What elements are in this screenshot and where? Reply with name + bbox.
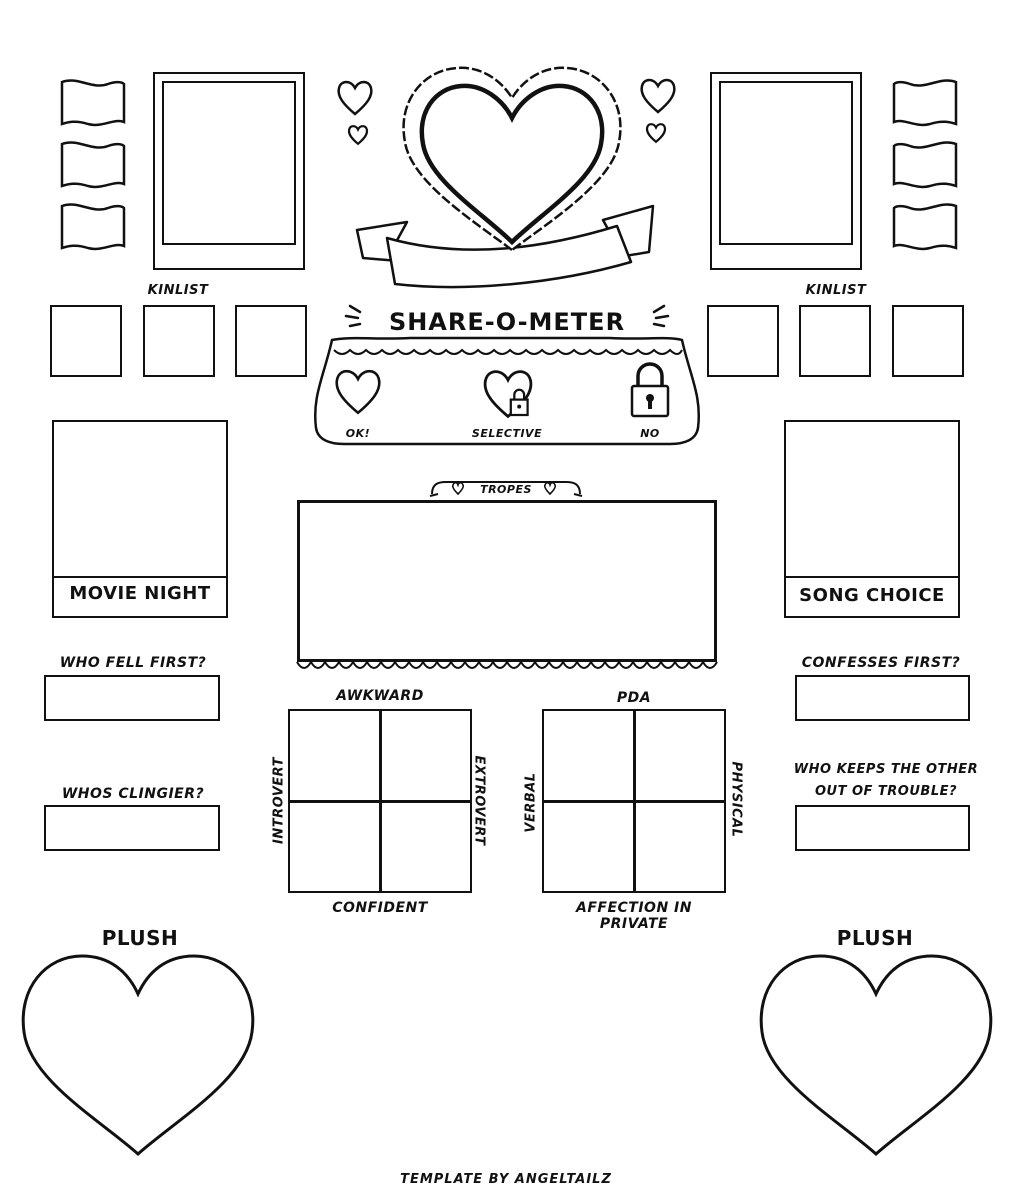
plush-heart-right[interactable] (758, 950, 994, 1160)
tropes-label: TROPES (480, 483, 532, 496)
heart-icon-small-4 (645, 122, 667, 144)
plush-right-label: PLUSH (836, 926, 914, 950)
tropes-box[interactable] (297, 500, 717, 662)
movie-night-label: MOVIE NIGHT (69, 583, 211, 604)
kinlist-slot-right-1[interactable] (707, 305, 779, 377)
photo-frame-right[interactable] (710, 72, 862, 270)
whos-clingier-field[interactable] (44, 805, 220, 851)
flag-left-3 (58, 202, 128, 254)
heart-lock-icon (478, 366, 538, 422)
grid1-left-label: INTROVERT (271, 757, 287, 844)
grid2-right-label: PHYSICAL (728, 761, 744, 838)
kinlist-slot-left-2[interactable] (143, 305, 215, 377)
footer-credit: TEMPLATE BY ANGELTAILZ (400, 1172, 612, 1187)
kinlist-slot-right-2[interactable] (799, 305, 871, 377)
kinlist-label-right: KINLIST (805, 283, 867, 298)
share-meter-title: SHARE-O-METER (388, 308, 626, 336)
grid1-right-label: EXTROVERT (471, 755, 487, 846)
grid2-horizontal-axis (544, 800, 724, 803)
grid2-top-label: PDA (616, 690, 652, 706)
confesses-first-label: CONFESSES FIRST? (801, 655, 961, 671)
grid2-left-label: VERBAL (523, 772, 539, 833)
who-fell-first-field[interactable] (44, 675, 220, 721)
grid1-chart[interactable] (288, 709, 472, 893)
kinlist-label-left: KINLIST (147, 283, 209, 298)
whos-clingier-label: WHOS CLINGIER? (61, 786, 205, 802)
keeps-out-of-trouble-label-2: OUT OF TROUBLE? (814, 784, 958, 799)
keeps-out-of-trouble-field[interactable] (795, 805, 970, 851)
lock-icon (628, 362, 672, 420)
grid2-chart[interactable] (542, 709, 726, 893)
flag-right-2 (890, 140, 960, 192)
heart-ok-icon (330, 366, 386, 418)
scalloped-heart-emblem (395, 62, 629, 262)
flag-left-1 (58, 78, 128, 130)
share-no-label: NO (640, 427, 660, 440)
photo-frame-left-inner (162, 81, 296, 245)
heart-icon-small-3 (638, 76, 678, 116)
plush-heart-left[interactable] (20, 950, 256, 1160)
grid1-top-label: AWKWARD (336, 688, 424, 704)
tropes-lace-trim (297, 660, 717, 676)
kinlist-slot-right-3[interactable] (892, 305, 964, 377)
keeps-out-of-trouble-label-1: WHO KEEPS THE OTHER (793, 762, 979, 777)
share-selective-label: SELECTIVE (471, 427, 543, 440)
photo-frame-right-inner (719, 81, 853, 245)
who-fell-first-label: WHO FELL FIRST? (59, 655, 207, 671)
grid2-bottom-label-2: PRIVATE (599, 916, 669, 932)
heart-icon-small-2 (347, 124, 369, 146)
kinlist-slot-left-1[interactable] (50, 305, 122, 377)
grid1-bottom-label: CONFIDENT (332, 900, 428, 916)
flag-right-1 (890, 78, 960, 130)
kinlist-slot-left-3[interactable] (235, 305, 307, 377)
flag-left-2 (58, 140, 128, 192)
grid1-horizontal-axis (290, 800, 470, 803)
flag-right-3 (890, 202, 960, 254)
share-ok-label: OK! (345, 427, 371, 440)
plush-left-label: PLUSH (101, 926, 179, 950)
grid2-bottom-label-1: AFFECTION IN (576, 900, 692, 916)
photo-frame-left[interactable] (153, 72, 305, 270)
heart-icon-small-1 (335, 78, 375, 118)
song-choice-label: SONG CHOICE (799, 585, 945, 606)
confesses-first-field[interactable] (795, 675, 970, 721)
